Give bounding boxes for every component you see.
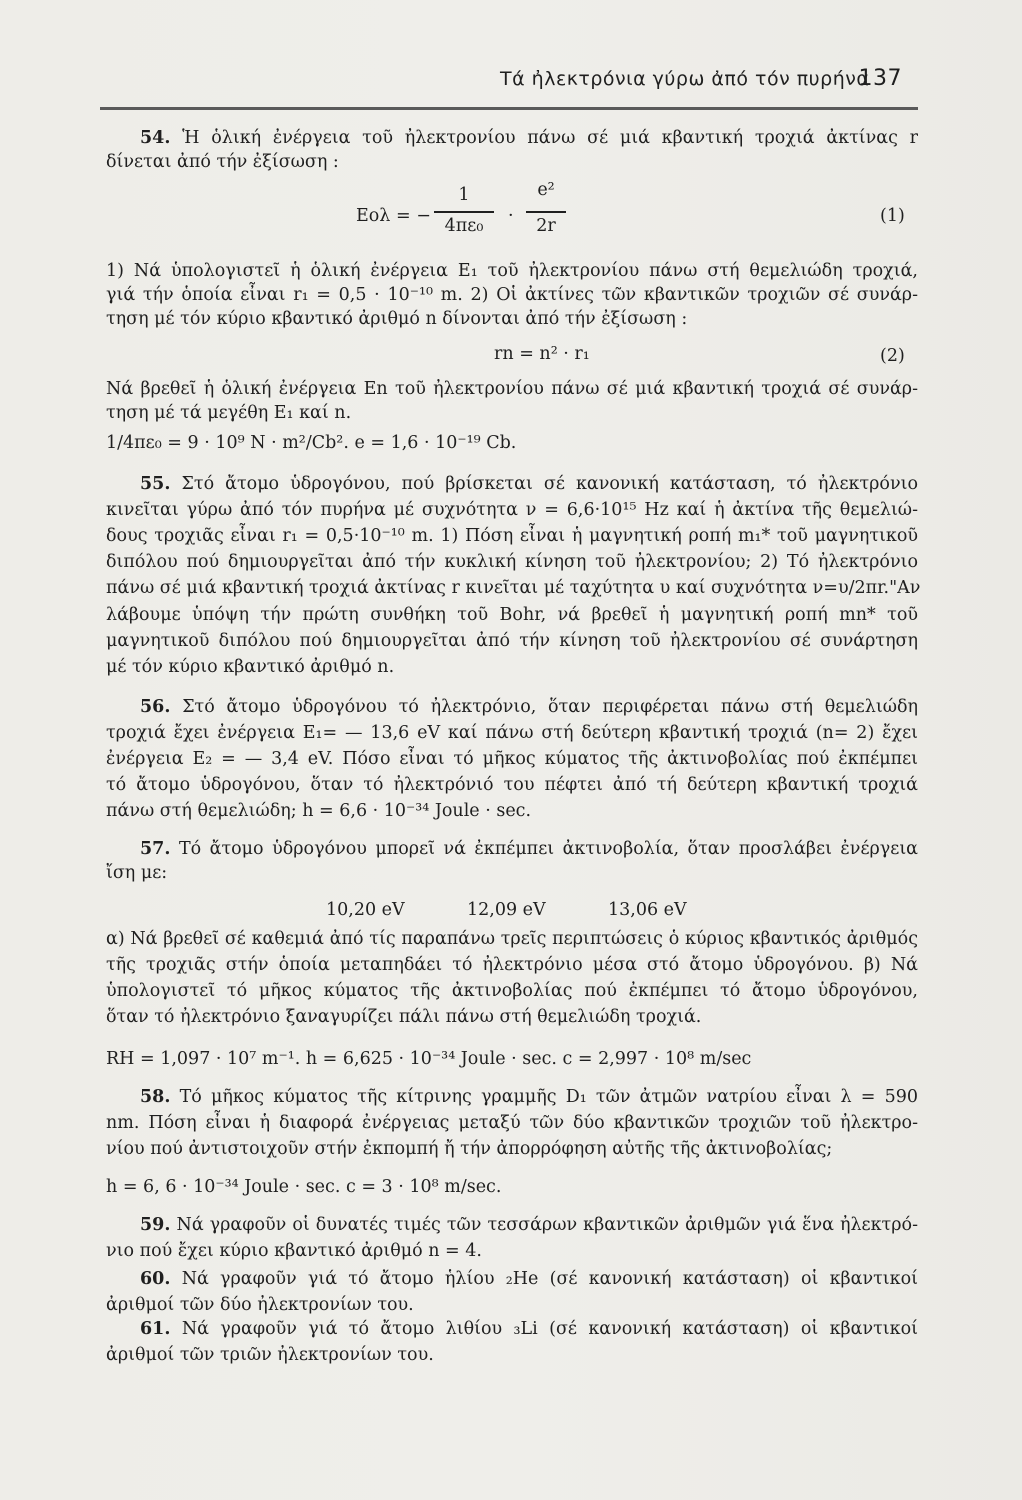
page-number: 137 bbox=[858, 66, 902, 91]
problem-54-line-4: γιά τήν ὁποία εἶναι r₁ = 0,5 · 10⁻¹⁰ m. 2) Οἱ ἀκτίνες τῶν κβαντικῶν τροχιῶν σέ συνάρ- bbox=[106, 285, 918, 305]
problem-number: 56. bbox=[140, 697, 171, 717]
problem-55-line-4: διπόλου πού δημιουργεῖται ἀπό τήν κυκλική κίνηση τοῦ ἠλεκτρονίου; 2) Τό ἠλεκτρόνιο bbox=[106, 552, 918, 572]
problem-57-line-6: ὅταν τό ἠλεκτρόνιο ξαναγυρίζει πάλι πάνω στή θεμελιώδη τροχιά. bbox=[106, 1007, 702, 1027]
problem-55-line-6: λάβουμε ὑπόψη τήν πρώτη συνθήκη τοῦ Bohr, νά βρεθεῖ ἡ μαγνητική ροπή mn* τοῦ bbox=[106, 605, 918, 625]
problem-57-constants: RH = 1,097 · 10⁷ m⁻¹. h = 6,625 · 10⁻³⁴ Joule · sec. c = 2,997 · 10⁸ m/sec bbox=[106, 1049, 752, 1069]
problem-60-line-1: 60. Νά γραφοῦν γιά τό ἄτομο ἡλίου ₂He (σέ κανονική κατάσταση) οἱ κβαντικοί bbox=[140, 1269, 918, 1289]
chapter-title: Τά ἠλεκτρόνια γύρω ἀπό τόν πυρήνα bbox=[500, 68, 870, 90]
problem-55-line-5: πάνω σέ μιά κβαντική τροχιά ἀκτίνας r κινεῖται μέ ταχύτητα υ καί συχνότητα ν=υ/2πr."Αν bbox=[106, 578, 921, 598]
problem-57-line-4: τῆς τροχιᾶς στήν ὁποία μεταπηδάει τό ἠλεκτρόνιο μέσα στό ἄτομο ὑδρογόνου. β) Νά bbox=[106, 955, 918, 975]
problem-58-line-3: νίου πού ἀντιστοιχοῦν στήν ἐκπομπή ἤ τήν ἀπορρόφηση αὐτῆς τῆς ἀκτινοβολίας; bbox=[106, 1139, 833, 1159]
problem-55-line-3: δους τροχιᾶς εἶναι r₁ = 0,5·10⁻¹⁰ m. 1) Πόση εἶναι ἡ μαγνητική ροπή m₁* τοῦ μαγνητικοῦ bbox=[106, 526, 918, 546]
problem-number: 61. bbox=[140, 1319, 171, 1339]
problem-56-line-3: ἐνέργεια E₂ = — 3,4 eV. Πόσο εἶναι τό μῆκος κύματος τῆς ἀκτινοβολίας πού ἐκπέμπει bbox=[106, 749, 918, 769]
problem-number: 54. bbox=[140, 128, 171, 148]
problem-56-line-4: τό ἄτομο ὑδρογόνου, ὅταν τό ἠλεκτρόνιό του πέφτει ἀπό τή δεύτερη κβαντική τροχιά bbox=[106, 775, 918, 795]
problem-58-line-2: nm. Πόση εἶναι ἡ διαφορά ἐνέργειας μεταξύ τῶν δύο κβαντικῶν τροχιῶν τοῦ ἠλεκτρο- bbox=[106, 1113, 918, 1133]
problem-61-line-1: 61. Νά γραφοῦν γιά τό ἄτομο λιθίου ₃Li (σέ κανονική κατάσταση) οἱ κβαντικοί bbox=[140, 1319, 918, 1339]
problem-61-line-2: ἀριθμοί τῶν τριῶν ἠλεκτρονίων του. bbox=[106, 1345, 434, 1365]
problem-59-line-2: νιο πού ἔχει κύριο κβαντικό ἀριθμό n = 4. bbox=[106, 1241, 482, 1261]
problem-number: 55. bbox=[140, 474, 171, 494]
energy-value: 12,09 eV bbox=[467, 900, 546, 920]
problem-58-line-1: 58. Τό μῆκος κύματος τῆς κίτρινης γραμμῆς D₁ τῶν ἀτμῶν νατρίου εἶναι λ = 590 bbox=[140, 1087, 918, 1107]
problem-56-line-5: πάνω στή θεμελιώδη; h = 6,6 · 10⁻³⁴ Joule · sec. bbox=[106, 801, 532, 821]
equation-2-label: (2) bbox=[880, 346, 905, 366]
equation-1-label: (1) bbox=[880, 206, 905, 226]
problem-57-line-1: 57. Τό ἄτομο ὑδρογόνου μπορεῖ νά ἐκπέμπει ἀκτινοβολία, ὅταν προσλάβει ἐνέργεια bbox=[140, 839, 918, 859]
problem-54-line-3: 1) Νά ὑπολογιστεῖ ἡ ὁλική ἐνέργεια E₁ τοῦ ἠλεκτρονίου πάνω στή θεμελιώδη τροχιά, bbox=[106, 261, 918, 281]
problem-60-line-2: ἀριθμοί τῶν δύο ἠλεκτρονίων του. bbox=[106, 1295, 414, 1315]
problem-55-line-8: μέ τόν κύριο κβαντικό ἀριθμό n. bbox=[106, 657, 395, 677]
problem-55-line-1: 55. Στό ἄτομο ὑδρογόνου, πού βρίσκεται σέ κανονική κατάσταση, τό ἠλεκτρόνιο bbox=[140, 474, 918, 494]
problem-54-line-6: Νά βρεθεῖ ἡ ὁλική ἐνέργεια En τοῦ ἠλεκτρονίου πάνω σέ μιά κβαντική τροχιά σέ συνάρ- bbox=[106, 379, 918, 399]
problem-57-line-3: α) Νά βρεθεῖ σέ καθεμιά ἀπό τίς παραπάνω τρεῖς περιπτώσεις ὁ κύριος κβαντικός ἀριθμός bbox=[106, 929, 918, 949]
problem-54-line-7: τηση μέ τά μεγέθη E₁ καί n. bbox=[106, 403, 352, 423]
problem-54-constants: 1/4πε₀ = 9 · 10⁹ N · m²/Cb². e = 1,6 · 10⁻¹⁹ Cb. bbox=[106, 433, 517, 453]
problem-number: 59. bbox=[140, 1215, 171, 1235]
problem-number: 60. bbox=[140, 1269, 171, 1289]
problem-58-constants: h = 6, 6 · 10⁻³⁴ Joule · sec. c = 3 · 10⁸ m/sec. bbox=[106, 1177, 502, 1197]
problem-number: 57. bbox=[140, 839, 171, 859]
problem-57-line-2: ἴση με: bbox=[106, 863, 168, 883]
problem-number: 58. bbox=[140, 1087, 171, 1107]
problem-55-line-2: κινεῖται γύρω ἀπό τόν πυρήνα μέ συχνότητα ν = 6,6·10¹⁵ Hz καί ἡ ἀκτίνα τῆς θεμελιώ- bbox=[106, 500, 918, 520]
problem-54-line-1: 54. Ἡ ὁλική ἐνέργεια τοῦ ἠλεκτρονίου πάνω σέ μιά κβαντική τροχιά ἀκτίνας r bbox=[140, 128, 918, 148]
problem-55-line-7: μαγνητικοῦ διπόλου πού δημιουργεῖται ἀπό τήν κίνηση τοῦ ἠλεκτρονίου σέ συνάρτηση bbox=[106, 631, 918, 651]
problem-59-line-1: 59. Νά γραφοῦν οἱ δυνατές τιμές τῶν τεσσάρων κβαντικῶν ἀριθμῶν γιά ἕνα ἠλεκτρό- bbox=[140, 1215, 918, 1235]
problem-56-line-1: 56. Στό ἄτομο ὑδρογόνου τό ἠλεκτρόνιο, ὅταν περιφέρεται πάνω στή θεμελιώδη bbox=[140, 697, 918, 717]
header-rule bbox=[100, 107, 918, 110]
problem-56-line-2: τροχιά ἔχει ἐνέργεια E₁= — 13,6 eV καί πάνω στή δεύτερη κβαντική τροχιά (n= 2) ἔχει bbox=[106, 723, 918, 743]
book-page: Τά ἠλεκτρόνια γύρω ἀπό τόν πυρήνα 137 54. Ἡ ὁλική ἐνέργεια τοῦ ἠλεκτρονίου πάνω σέ μιά κβαντική τροχιά ἀκτίνας r δίνεται ἀπό τήν ἐξίσωση : Eολ = − 1 4πε₀ · e² 2r (1) 1) Νά ὑπολογιστεῖ ἡ ὁλική ἐνέργεια E₁ τοῦ ἠλεκτρονίου πάνω στή θεμελιώδη τροχιά, γιά τήν ὁποία εἶναι r₁ = 0,5 · 10⁻¹⁰ m. 2) Οἱ ἀκτίνες τῶν κβαντικῶν τροχιῶν σέ συνάρ- τηση μέ τόν κύριο κβαντικό ἀριθμό n δίνονται ἀπό τήν ἐξίσωση : rn = n² · r₁ (2) Νά βρεθεῖ ἡ ὁλική ἐνέργεια En τοῦ ἠλεκτρονίου πάνω σέ μιά κβαντική τροχιά σέ συνάρ- τηση μέ τά μεγέθη E₁ καί n. 1/4πε₀ = 9 · 10⁹ N · m²/Cb². e = 1,6 · 10⁻¹⁹ Cb. 55. Στό ἄτομο ὑδρογόνου, πού βρίσκεται σέ κανονική κατάσταση, τό ἠλεκτρόνιο κινεῖται γύρω ἀπό τόν πυρήνα μέ συχνότητα ν = 6,6·10¹⁵ Hz καί ἡ ἀκτίνα τῆς θεμελιώ- δους τροχιᾶς εἶναι r₁ = 0,5·10⁻¹⁰ m. 1) Πόση εἶναι ἡ μαγνητική ροπή m₁* τοῦ μαγνητικοῦ διπόλου πού δημιουργεῖται ἀπό τήν κυκλική κίνηση τοῦ ἠλεκτρονίου; 2) Τό ἠλεκτρόνιο πάνω σέ μιά κβαντική τροχιά ἀκτίνας r κινεῖται μέ ταχύτητα υ καί συχνότητα ν=υ/2πr."Αν λάβουμε ὑπόψη τήν πρώτη συνθήκη τοῦ Bohr, νά βρεθεῖ ἡ μαγνητική ροπή mn* τοῦ μαγνητικοῦ διπόλου πού δημιουργεῖται ἀπό τήν κίνηση τοῦ ἠλεκτρονίου σέ συνάρτηση μέ τόν κύριο κβαντικό ἀριθμό n. 56. Στό ἄτομο ὑδρογόνου τό ἠλεκτρόνιο, ὅταν περιφέρεται πάνω στή θεμελιώδη τροχιά ἔχει ἐνέργεια E₁= — 13,6 eV καί πάνω στή δεύτερη κβαντική τροχιά (n= 2) ἔχει ἐνέργεια E₂ = — 3,4 eV. Πόσο εἶναι τό μῆκος κύματος τῆς ἀκτινοβολίας πού ἐκπέμπει τό ἄτομο ὑδρογόνου, ὅταν τό ἠλεκτρόνιό του πέφτει ἀπό τή δεύτερη κβαντική τροχιά πάνω στή θεμελιώδη; h = 6,6 · 10⁻³⁴ Joule · sec. 57. Τό ἄτομο ὑδρογόνου μπορεῖ νά ἐκπέμπει ἀκτινοβολία, ὅταν προσλάβει ἐνέργεια ἴση με: 10,20 eV 12,09 eV 13,06 eV α) Νά βρεθεῖ σέ καθεμιά ἀπό τίς παραπάνω τρεῖς περιπτώσεις ὁ κύριος κβαντικός ἀριθμός τῆς τροχιᾶς στήν ὁποία μεταπηδάει τό ἠλεκτρόνιο μέσα στό ἄτομο ὑδρογόνου. β) Νά ὑπολογιστεῖ τό μῆκος κύματος τῆς ἀκτινοβολίας πού ἐκπέμπει τό ἄτομο ὑδρογόνου, ὅταν τό ἠλεκτρόνιο ξαναγυρίζει πάλι πάνω στή θεμελιώδη τροχιά. RH = 1,097 · 10⁷ m⁻¹. h = 6,625 · 10⁻³⁴ Joule · sec. c = 2,997 · 10⁸ m/sec 58. Τό μῆκος κύματος τῆς κίτρινης γραμμῆς D₁ τῶν ἀτμῶν νατρίου εἶναι λ = 590 nm. Πόση εἶναι ἡ διαφορά ἐνέργειας μεταξύ τῶν δύο κβαντικῶν τροχιῶν τοῦ ἠλεκτρο- νίου πού ἀντιστοιχοῦν στήν ἐκπομπή ἤ τήν ἀπορρόφηση αὐτῆς τῆς ἀκτινοβολίας; h = 6, 6 · 10⁻³⁴ Joule · sec. c = 3 · 10⁸ m/sec. 59. Νά γραφοῦν οἱ δυνατές τιμές τῶν τεσσάρων κβαντικῶν ἀριθμῶν γιά ἕνα ἠλεκτρό- νιο πού ἔχει κύριο κβαντικό ἀριθμό n = 4. 60. Νά γραφοῦν γιά τό ἄτομο ἡλίου ₂He (σέ κανονική κατάσταση) οἱ κβαντικοί ἀριθμοί τῶν δύο ἠλεκτρονίων του. 61. Νά γραφοῦν γιά τό ἄτομο λιθίου ₃Li (σέ κανονική κατάσταση) οἱ κβαντικοί ἀριθμοί τῶν τριῶν ἠλεκτρονίων του. bbox=[0, 0, 1022, 1500]
problem-54-line-2: δίνεται ἀπό τήν ἐξίσωση : bbox=[106, 152, 339, 172]
energy-value: 13,06 eV bbox=[608, 900, 687, 920]
problem-54-line-5: τηση μέ τόν κύριο κβαντικό ἀριθμό n δίνονται ἀπό τήν ἐξίσωση : bbox=[106, 309, 688, 329]
energy-value: 10,20 eV bbox=[326, 900, 405, 920]
problem-57-line-5: ὑπολογιστεῖ τό μῆκος κύματος τῆς ἀκτινοβολίας πού ἐκπέμπει τό ἄτομο ὑδρογόνου, bbox=[106, 981, 918, 1001]
